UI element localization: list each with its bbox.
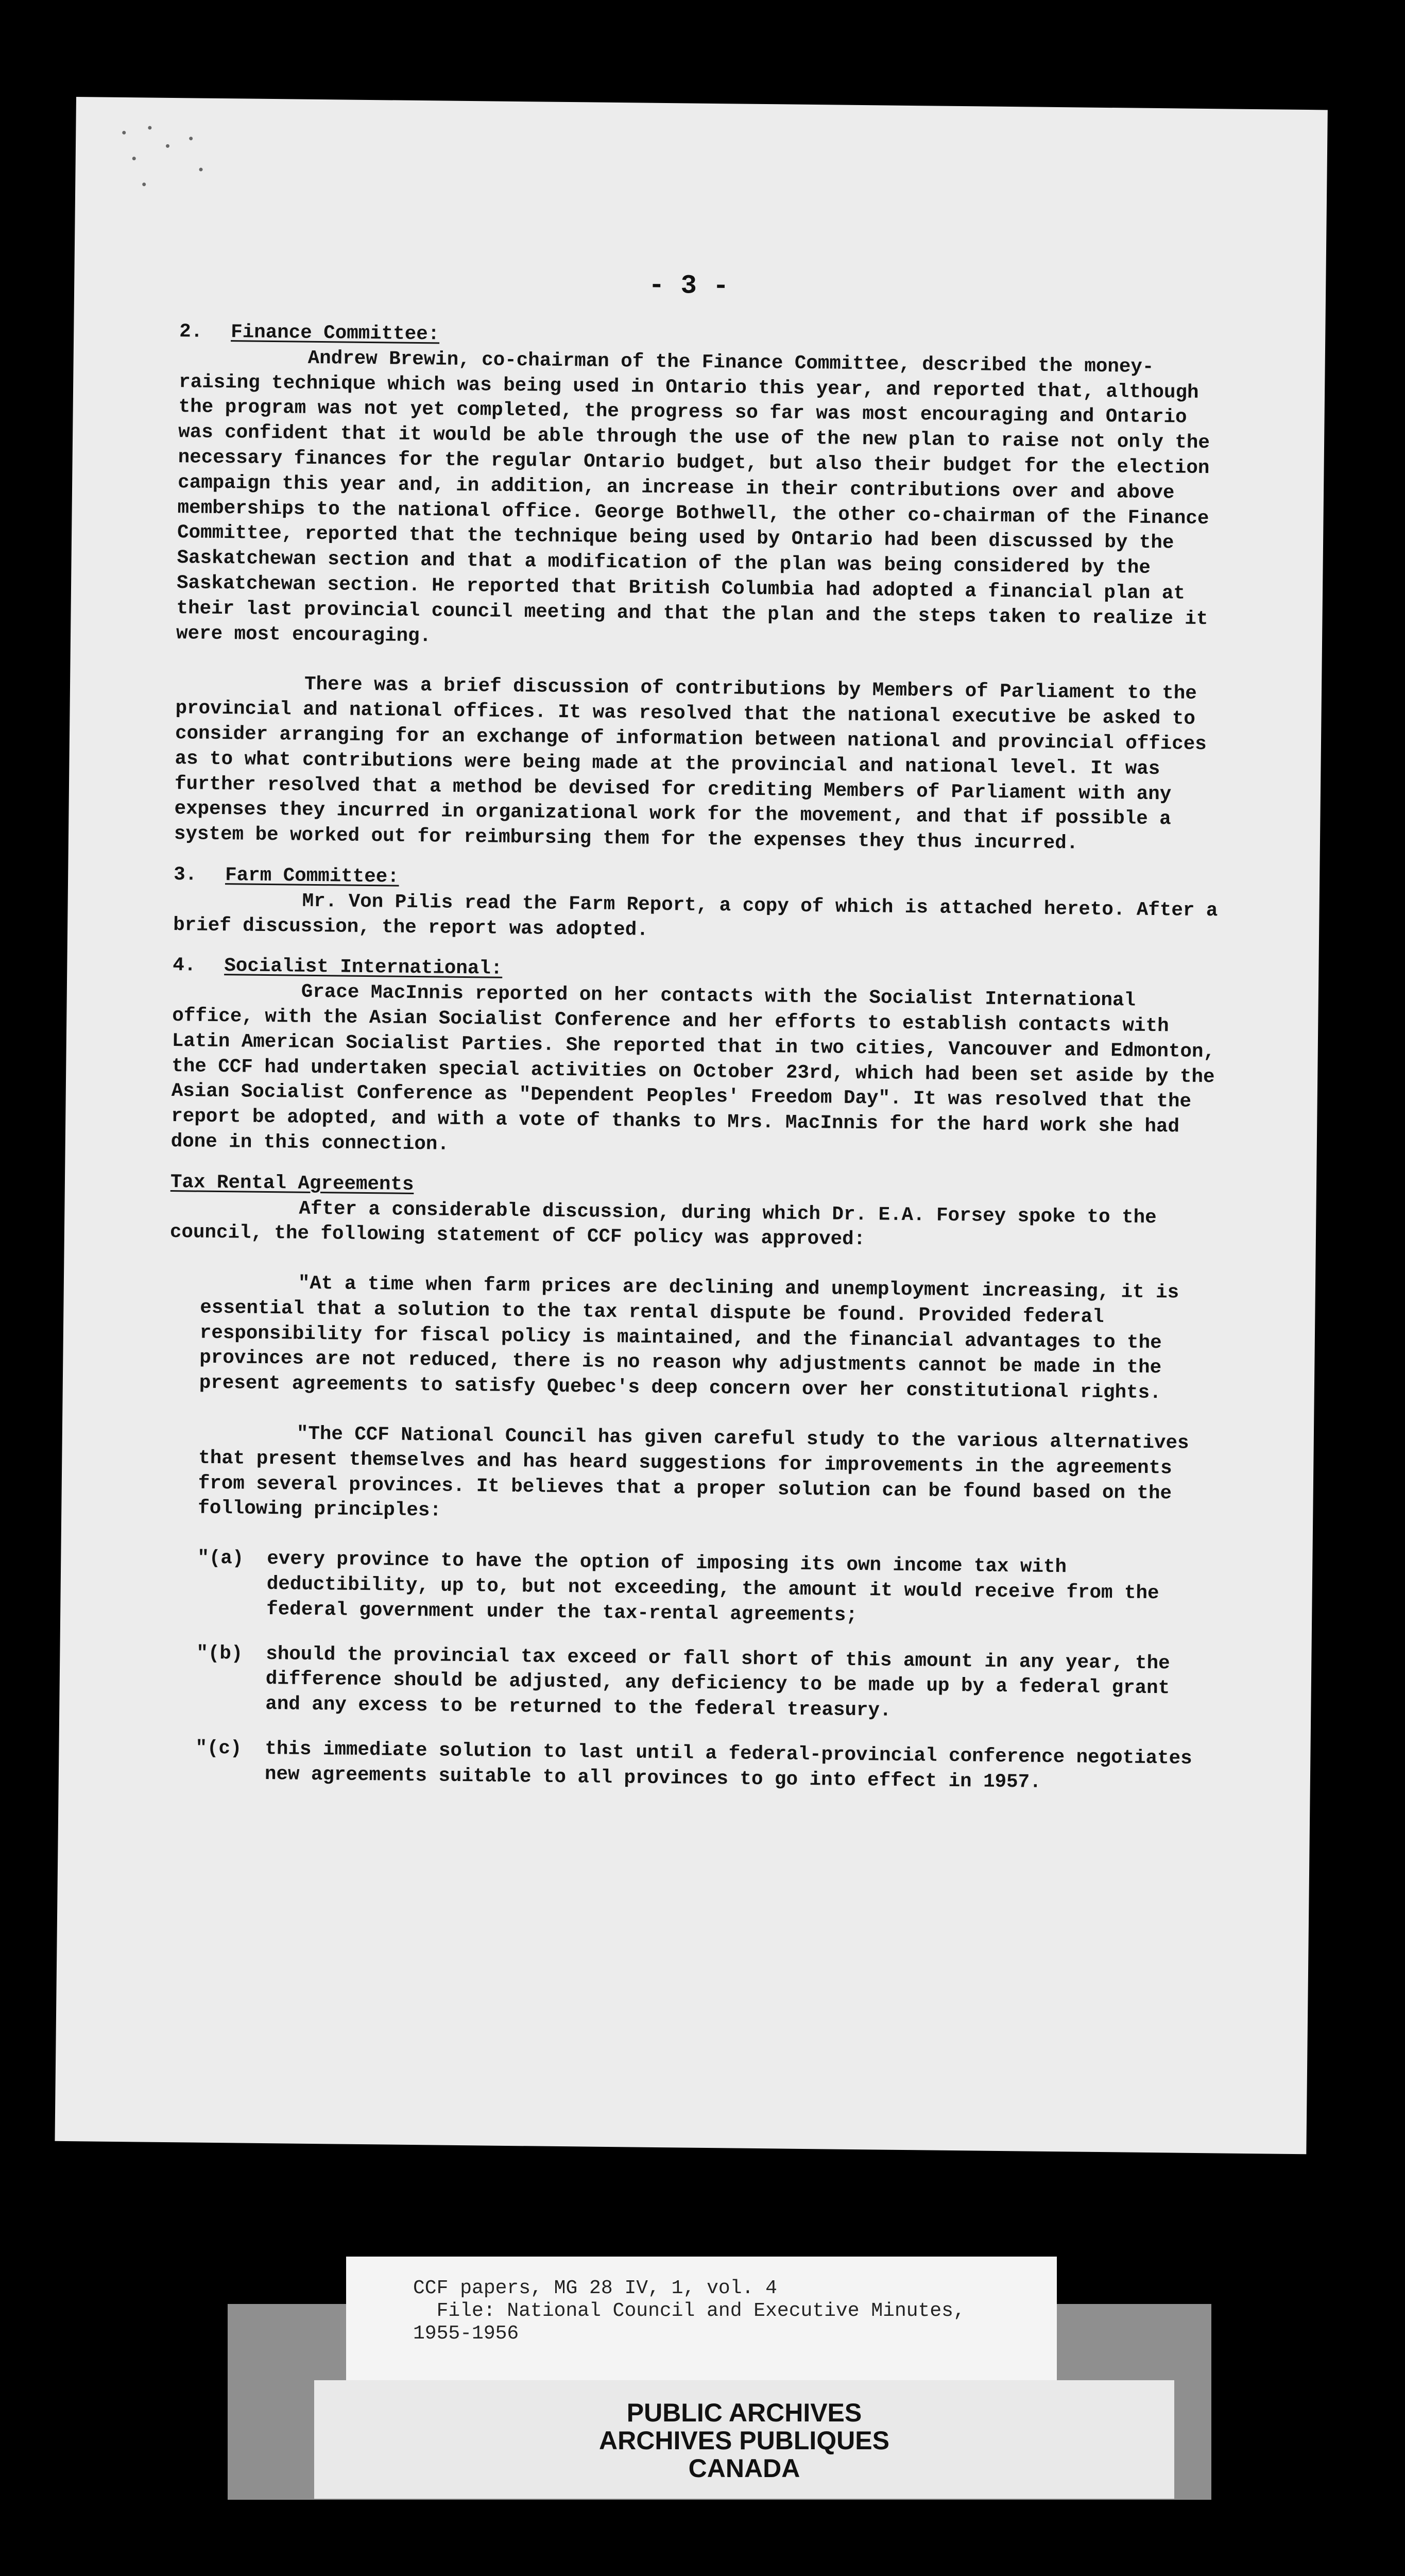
clause-b-mark: "(b) xyxy=(196,1642,243,1665)
document-body xyxy=(164,319,1230,1817)
tax-title: Tax Rental Agreements xyxy=(170,1171,414,1196)
finance-number: 2. xyxy=(179,321,203,343)
page-number: - 3 - xyxy=(648,270,729,302)
stamp-line-2: ARCHIVES PUBLIQUES xyxy=(599,2426,889,2455)
label-line-3: 1955-1956 xyxy=(413,2323,519,2345)
label-line-1: CCF papers, MG 28 IV, 1, vol. 4 xyxy=(413,2277,777,2299)
stamp-line-3: CANADA xyxy=(688,2454,800,2483)
stamp-line-1: PUBLIC ARCHIVES xyxy=(626,2398,862,2427)
clause-a xyxy=(166,1546,1217,1632)
socialist-paragraph: Grace MacInnis reported on her contacts with the Socialist International office, with the Asian Socialist Conference and her efforts to establish contacts with Latin American Socialist Parties. She reported that in two cities, Vancouver and Edmonton, the CCF had undertaken special activities on October 23rd, which had been set aside by the Asian Socialist Conference as "Dependent Peoples' Freedom Day". It was resolved that the report be adopted, and with a vote of thanks to Mrs. MacInnis for the hard work she had done in this connection. xyxy=(170,981,1215,1156)
clause-c-text: this immediate solution to last until a federal-provincial conference negotiates new agreements suitable to all provinces to go into effect in 1957. xyxy=(264,1738,1192,1793)
farm-paragraph: Mr. Von Pilis read the Farm Report, a copy of which is attached hereto. After a brief discussion, the report was adopted. xyxy=(173,890,1218,941)
tax-intro: After a considerable discussion, during which Dr. E.A. Forsey spoke to the council, the following statement of CCF policy was approved: xyxy=(169,1198,1157,1251)
paper-specks xyxy=(122,115,277,220)
tax-quote-1: "At a time when farm prices are declining and unemployment increasing, it is essential that a solution to the tax rental dispute be found. Provided federal responsibility for fiscal policy is maintained, and the financial advantages to the provinces are not reduced, there is no reason why adjustments cannot be made in the present agreements to satisfy Quebec's deep concern over her constitutional rights. xyxy=(199,1273,1179,1404)
finance-paragraph-1: Andrew Brewin, co-chairman of the Finance Committee, described the money-raising technique which was being used in Ontario this year, and reported that, although the program was not yet completed, the progress so far was most encouraging and Ontario was confident that it would be able through the use of the new plan to raise not only the necessary finances for the regular Ontario budget, but also their budget for the election campaign this year and, in addition, an increase in their contributions over and above memberships to the national office. George Bothwell, the other co-chairman of the Finance Committee, reported that the technique being used by Ontario had been discussed by the Saskatchewan section and that a modification of the plan was being considered by the Saskatchewan section. He reported that British Columbia had adopted a financial plan at their last provincial council meeting and that the plan and the steps taken to realize it were most encouraging. xyxy=(176,347,1210,647)
farm-number: 3. xyxy=(173,864,197,886)
clause-a-mark: "(a) xyxy=(197,1547,244,1570)
archives-stamp xyxy=(314,2380,1174,2499)
socialist-number: 4. xyxy=(173,955,196,977)
clause-c-mark: "(c) xyxy=(195,1737,242,1760)
farm-title: Farm Committee: xyxy=(225,865,399,888)
clause-b xyxy=(165,1641,1216,1727)
clause-a-text: every province to have the option of imposing its own income tax with deductibility, up to, but not exceeding, the amount it would receive from the federal government under the tax-rental agreements; xyxy=(266,1548,1159,1626)
clause-c xyxy=(164,1736,1215,1797)
archive-reference-label xyxy=(346,2257,1057,2385)
socialist-title: Socialist International: xyxy=(224,955,503,980)
finance-paragraph-2: There was a brief discussion of contributions by Members of Parliament to the provincial and national offices. It was resolved that the national executive be asked to consider arranging for an exchange of information between national and provincial offices as to what contributions were being made at the provincial and national level. It was further resolved that a method be devised for crediting Members of Parliament with any expenses they incurred in organizational work for the movement, and that if possible a system be worked out for reimbursing them for the expenses they thus incurred. xyxy=(174,674,1207,855)
tax-quote-2: "The CCF National Council has given careful study to the various alternatives that present themselves and has heard suggestions for improvements in the agreements from several provinces. It believes that a proper solution can be found based on the following principles: xyxy=(198,1423,1189,1522)
document-page xyxy=(55,97,1327,2154)
finance-title: Finance Committee: xyxy=(231,321,440,346)
clause-b-text: should the provincial tax exceed or fall short of this amount in any year, the difference should be adjusted, any deficiency to be made up by a federal grant and any excess to be returned to the federal treasury. xyxy=(265,1643,1170,1722)
label-line-2: File: National Council and Executive Minutes, xyxy=(413,2300,965,2322)
